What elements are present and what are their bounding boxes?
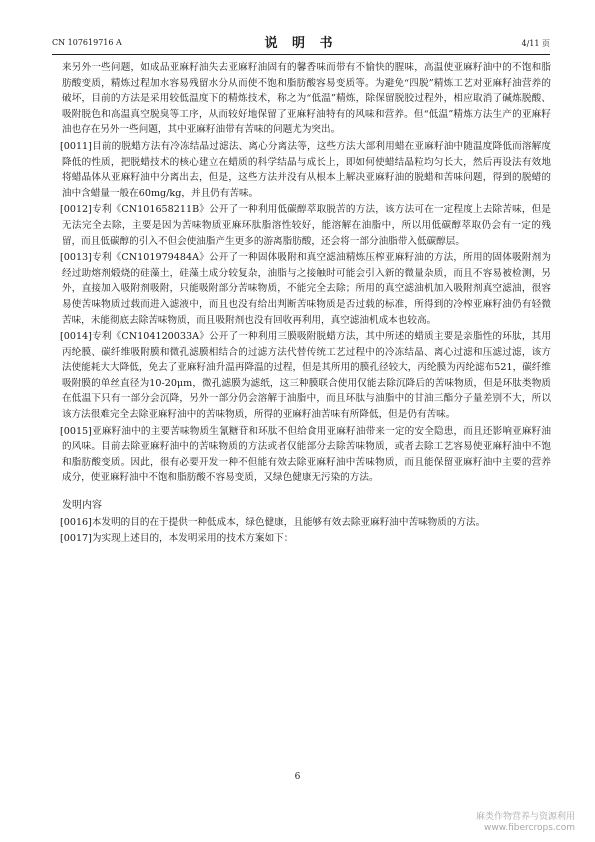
paragraph-continued [62,60,551,138]
paragraph-number: [0012] [60,204,92,216]
paragraph-0016 [62,515,551,531]
paragraph-number: [0017] [60,533,92,545]
page-number: 6 [294,772,301,782]
paragraph-text: 本发明的目的在于提供一种低成本，绿色健康，且能够有效去除亚麻籽油中苦味物质的方法。 [91,516,486,528]
document-title: 说 明 书 [264,36,338,51]
watermark [476,812,575,834]
paragraph-text: 目前的脱蜡方法有冷冻结晶过滤法、离心分离法等，这些方法大部利用蜡在亚麻籽油中随温度降低而溶解度降低的性质，把脱蜡技术的核心建立在蜡质的科学结晶与成长上，即如何使蜡结晶粒均匀长大，然后再设法有效地将蜡晶体从亚麻籽油中分离出去，但是，这些方法并没有从根本上解决亚麻籽油的脱蜡和苦味问题，得到的脱蜡的油中含蜡量一般在60mg/kg，并且仍有苦味。 [62,140,551,199]
paragraph-text: 亚麻籽油中的主要苦味物质生氰糖苷和环肽不但给食用亚麻籽油带来一定的安全隐患，而且还影响亚麻籽油的风味。目前去除亚麻籽油中的苦味物质的方法或者仅能部分去除苦味物质，或者去除工艺容易使亚麻籽油中不饱和脂肪酸变质。因此，很有必要开发一种不但能有效去除亚麻籽油中苦味物质，而且能保留亚麻籽油中主要的营养成分，使亚麻籽油中不饱和脂肪酸不容易变质，又绿色健康无污染的方法。 [62,425,551,484]
paragraph-text: 为实现上述目的，本发明采用的技术方案如下： [91,533,294,545]
paragraph-text: 专利《CN104120033A》公开了一种利用三膜吸附脱蜡方法，其中所述的蜡质主要是亲脂性的环肽，其用丙纶膜、碳纤维吸附膜和微孔滤膜相结合的过滤方法代替传统工艺过程中的冷冻结晶、离心过滤和压滤过滤，该方法使能耗大大降低，免去了亚麻籽油升温再降温的过程，但是其所用的膜孔径较大，丙纶膜为丙纶滤布521，碳纤维吸附膜的单丝直径为10-20μm，微孔滤膜为滤纸，这三种膜联合使用仅能去除沉降后的苦味物质，但是环肽类物质在低温下只有一部分会沉降，另外一部分仍会溶解于油脂中，而且环肽与油脂中的甘油三酯分子量差别不大，所以该方法很难完全去除亚麻籽油中的苦味物质，所得的亚麻籽油苦味有所降低，但是仍有苦味。 [62,331,551,421]
paragraph-number: [0015] [60,425,92,437]
paragraph-number: [0016] [60,516,92,528]
section-heading: 发明内容 [62,500,102,512]
document-body [62,60,551,547]
paragraph-0013 [62,250,551,328]
paragraph-text: 专利《CN101979484A》公开了一种固体吸附和真空滤油精炼压榨亚麻籽油的方法，所用的固体吸附剂为经过助熔剂煅烧的硅藻土，硅藻土成分较复杂，油脂与之接触时可能会引入新的微量杂质，而且不容易被检测，另外，直接加入吸附剂吸附，只能吸附部分苦味物质，不能完全去除；所用的真空滤油机加入吸附剂真空滤油，很容易使苦味物质过载而进入滤液中，而且也没有给出判断苦味物质是否过载的标准，所得到的冷榨亚麻籽油仍有轻微苦味，未能彻底去除苦味物质，而且吸附剂也没有回收再利用，真空滤油机成本也较高。 [62,252,551,326]
paragraph-number: [0013] [60,252,92,264]
patent-number: CN 107619716 A [52,38,122,47]
paragraph-0011 [62,139,551,201]
paragraph-text: 来另外一些问题，如成品亚麻籽油失去亚麻籽油固有的馨香味而带有不愉快的腥味，高温使亚麻籽油中的不饱和脂肪酸变质，精炼过程加水容易残留水分从而使不饱和脂肪酸容易变质等。为避免“四脱”精炼工艺对亚麻籽油营养的破坏，目前的方法是采用较低温度下的精炼技术，称之为“低温”精炼，除保留脱胶过程外，相应取消了碱炼脱酸、吸附脱色和高温真空脱臭等工序，从而较好地保留了亚麻籽油特有的风味和营养。但“低温”精炼方法生产的亚麻籽油也存在另外一些问题，其中亚麻籽油带有苦味的问题尤为突出。 [62,62,551,136]
page-indicator: 4/11 页 [521,39,550,48]
paragraph-0017 [62,531,551,547]
paragraph-number: [0011] [60,140,92,152]
paragraph-0012 [62,202,551,249]
paragraph-number: [0014] [60,331,92,343]
page-header [52,34,550,55]
paragraph-0014 [62,329,551,423]
watermark-url: www.fibercrops.com [484,823,575,833]
paragraph-0015 [62,424,551,486]
watermark-line: 麻类作物营养与资源利用 [475,812,575,822]
paragraph-text: 专利《CN101658211B》公开了一种利用低碳醇萃取脱苦的方法，该方法可在一定程度上去除苦味，但是无法完全去除，主要是因为苦味物质亚麻环肽脂溶性较好，能溶解在油脂中，所以用低碳醇萃取仍会有一定的残留，而且低碳醇的引入不但会使油脂产生更多的游离脂肪酸，还会将一部分油脂带入低碳醇层。 [62,204,551,247]
